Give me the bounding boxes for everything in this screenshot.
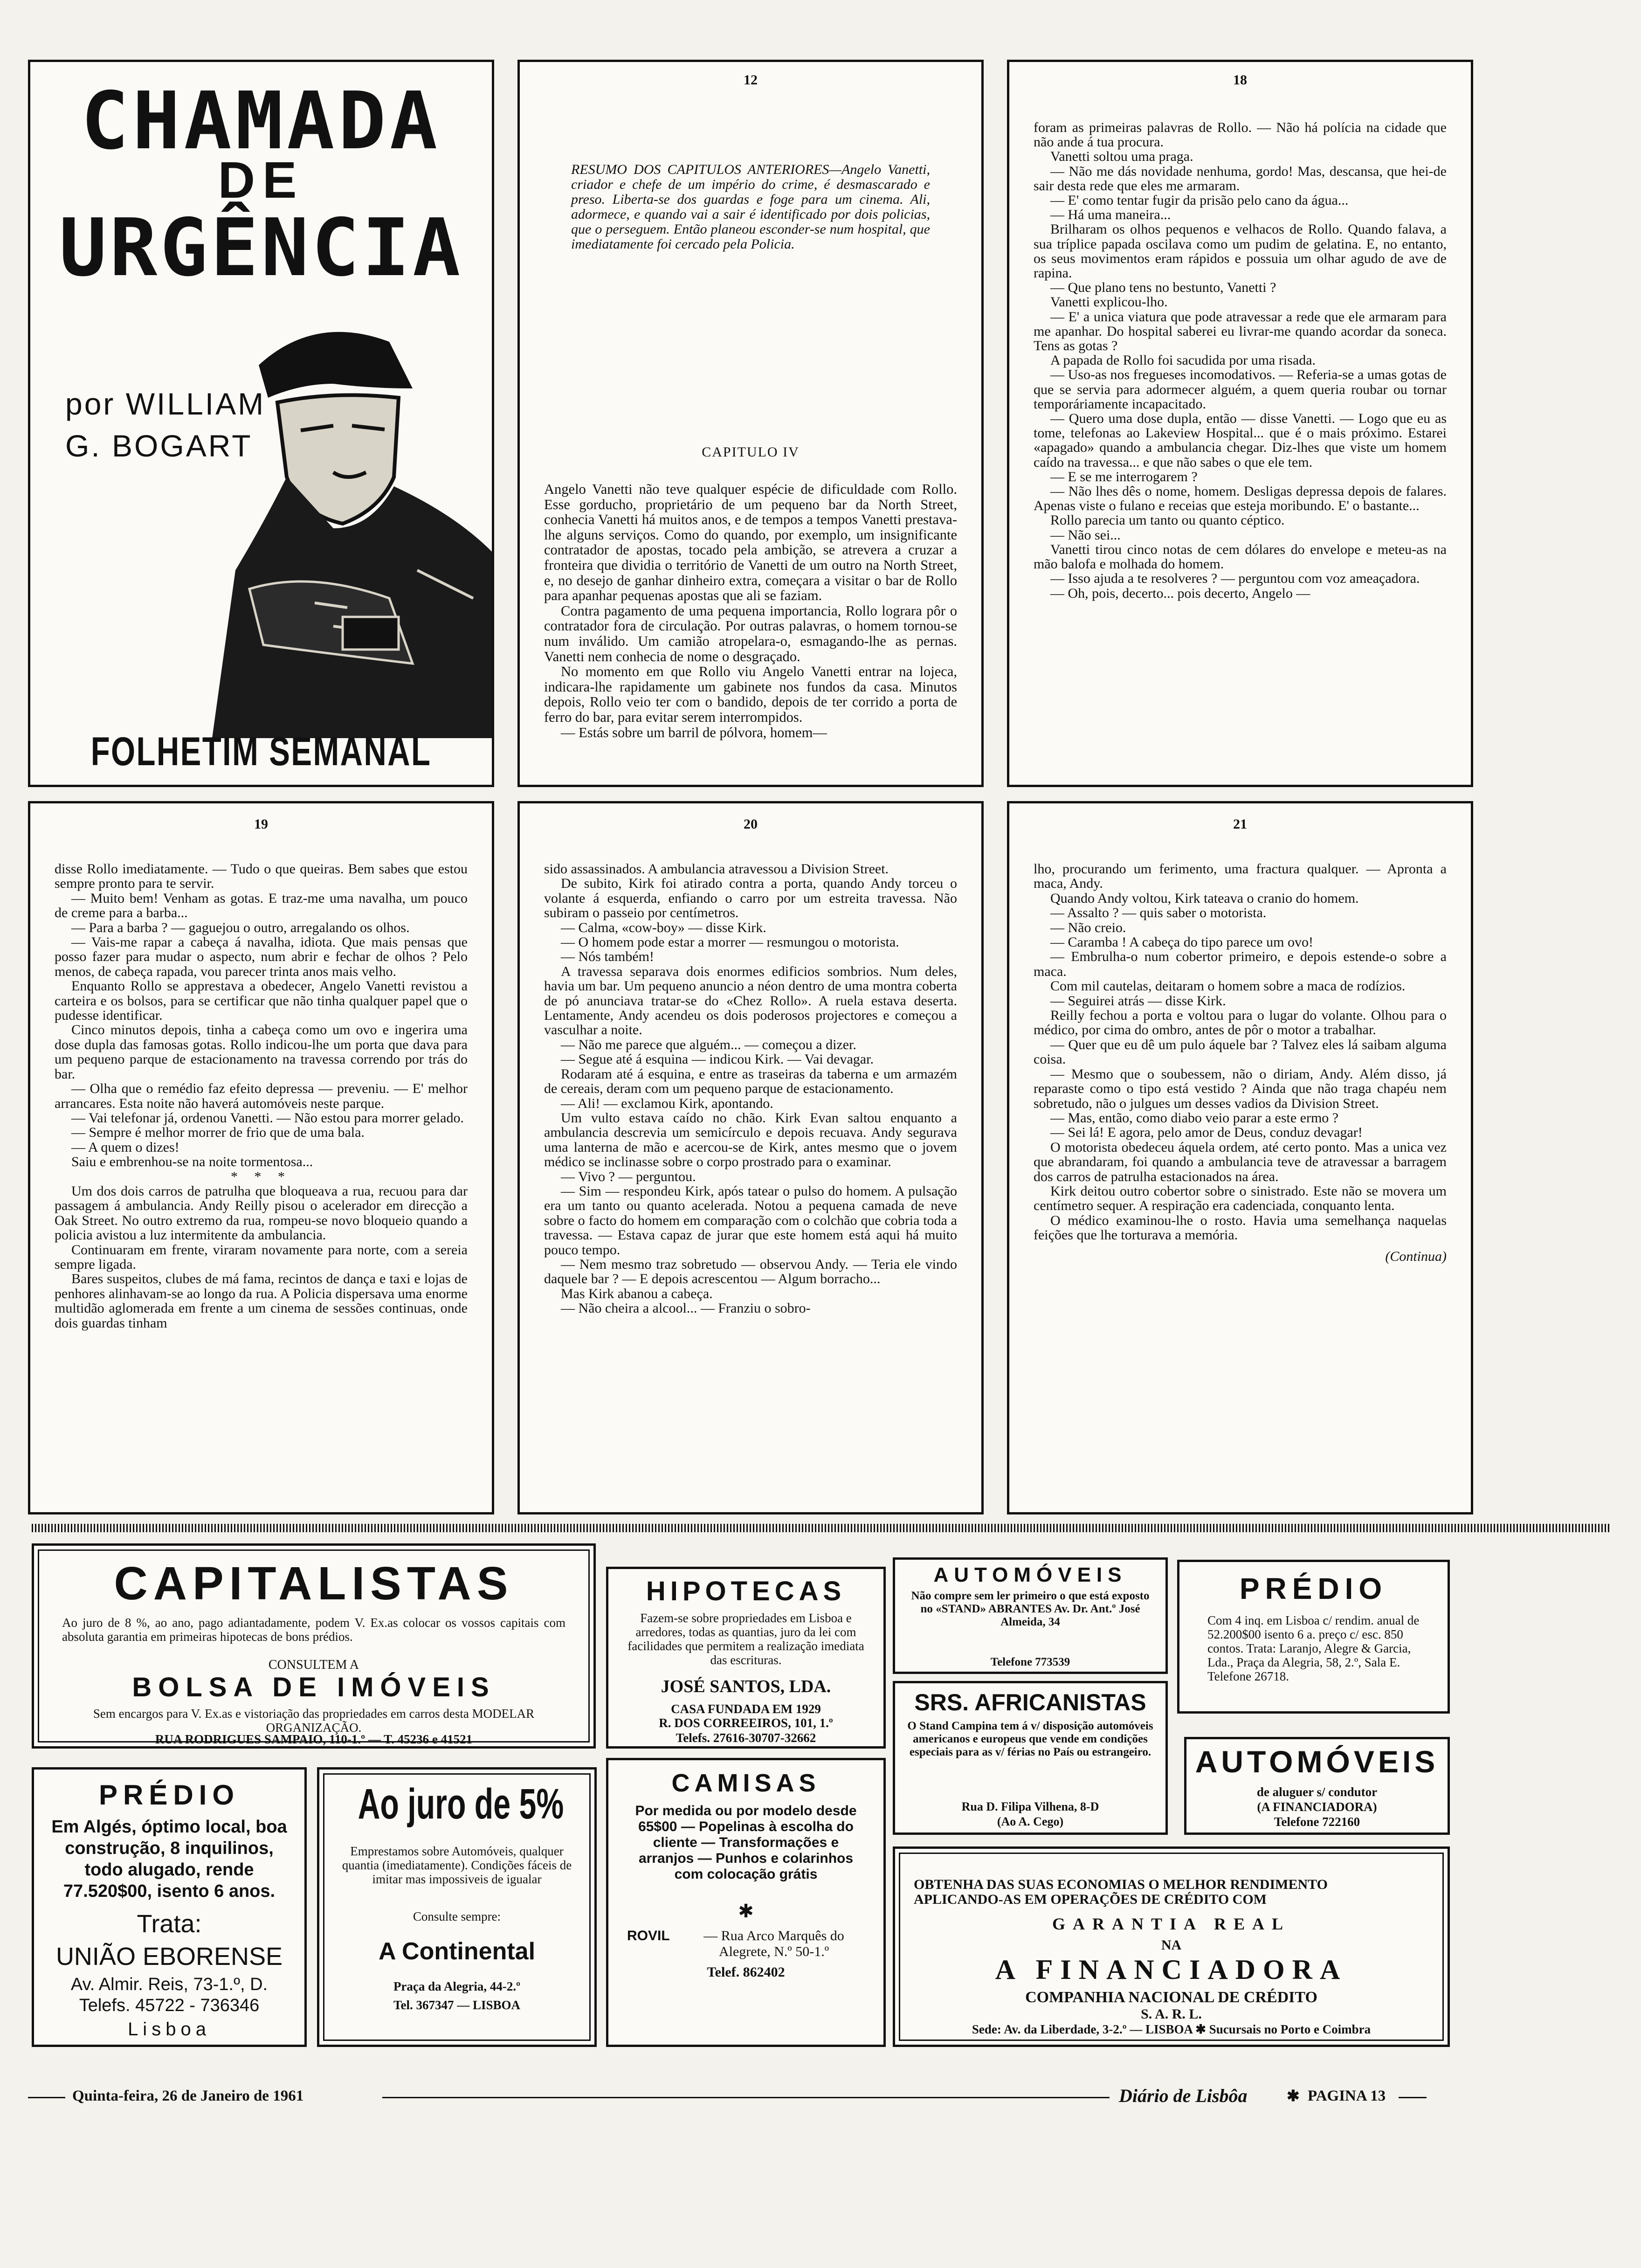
paragraph: Rodaram até á esquina, e entre as traseiras da taberna e um armazém de cereais, deram com um pequeno parque de estacionamento. [544, 1066, 957, 1097]
paragraph: — Uso-as nos fregueses incomodativos. — Referia-se a umas gotas de que se servia para adormecer alguém, a quem queria roubar ou tornar temporáriamente incapacitado. [1034, 367, 1447, 412]
ad-address: Sede: Av. da Liberdade, 3-2.º — LISBOA ✱ Sucursais no Porto e Coimbra [972, 2022, 1371, 2036]
ad-phone: Telef. 862402 [707, 1964, 785, 1980]
paragraph: — Não creio. [1050, 920, 1126, 935]
ad-hipotecas [606, 1567, 886, 1749]
paragraph: No momento em que Rollo viu Angelo Vanetti entrar na lojeca, indicara-lhe rapidamente um gabinete nos fundos da casa. Minutos depois, Rollo veio ter com o bandido, depois de ter corrido a porta de ferro do bar, para evitar serem interrompidos. [544, 664, 957, 725]
paragraph: Contra pagamento de uma pequena importancia, Rollo lograra pôr o contratador fora de circulação. Por outras palavras, o homem tornou-se num inválido. Um camião atropelara-o, esmagando-lhe as pernas. Vanetti nem conhecia de nome o desgraçado. [544, 602, 957, 664]
paragraph: Brilharam os olhos pequenos e velhacos de Rollo. Quando falava, a sua tríplice papada oscilava como um pudim de gelatina. E, no entanto, os seus movimentos eram rápidos e possuia um olhar agudo de ave de rapina. [1034, 221, 1447, 281]
ad-continental [317, 1767, 597, 2047]
paragraph: De subito, Kirk foi atirado contra a porta, quando Andy torceu o volante á esquerda, enfiando o carro por um estreita travessa. Não subiram o passeio por centímetros. [544, 876, 957, 921]
ad-text: Em Algés, óptimo local, boa construção, 8 inquilinos, todo alugado, rende 77.520$00, isento 6 anos. [51, 1817, 287, 1901]
chapter-summary: RESUMO DOS CAPITULOS ANTERIORES—Angelo Vanetti, criador e chefe de um império do crime, é desmascarado e preso. Liberta-se dos guardas e foge para um cinema. Ali, adormece, e quando vai a sair é identificado por dois policias, que o perseguem. Então planeou esconder-se num hospital, que imediatamente foi cercado pela Policia. [571, 162, 930, 252]
ad-title: CAMISAS [671, 1769, 820, 1797]
ad-title: PRÉDIO [1239, 1572, 1388, 1605]
paragraph: — E' como tentar fugir da prisão pelo cano da água... [1050, 193, 1349, 208]
paragraph: sido assassinados. A ambulancia atravessou a Division Street. [544, 861, 889, 877]
ad-sarl: S. A. R. L. [1141, 2006, 1202, 2022]
paragraph: — Nem mesmo traz sobretudo — observou Andy. — Teria ele vindo daquele bar ? — E depois acrescentou — Algum borracho... [544, 1256, 957, 1287]
paragraph: — Que plano tens no bestunto, Vanetti ? [1050, 280, 1276, 296]
story-column [544, 862, 957, 1316]
paragraph: — Não cheira a alcool... — Franziu o sobro- [561, 1300, 811, 1316]
paragraph: — Segue até á esquina — indicou Kirk. — Vai devagar. [561, 1051, 874, 1067]
ad-subtitle: COMPANHIA NACIONAL DE CRÉDITO [1025, 1989, 1317, 2006]
ad-line1: OBTENHA DAS SUAS ECONOMIAS O MELHOR RENDIMENTO [914, 1877, 1328, 1892]
ad-line2: (A FINANCIADORA) [1257, 1800, 1377, 1814]
story-column [55, 862, 468, 1330]
ad-title: AUTOMÓVEIS [1195, 1744, 1439, 1779]
paragraph: — Caramba ! A cabeça do tipo parece um ovo! [1050, 934, 1313, 950]
paragraph: — Isso ajuda a te resolveres ? — perguntou com voz ameaçadora. [1050, 571, 1420, 587]
paragraph: Bares suspeitos, clubes de má fama, recintos de dança e taxi e lojas de penhores alinhavam-se ao longo da rua. A Policia dispersava uma enorme multidão aglomerada em frente a um cinema de sessões continuas, onde dois guardas tinham [55, 1271, 468, 1331]
paragraph: — Sim — respondeu Kirk, após tatear o pulso do homem. A pulsação era um tanto ou quanto acelerada. Notou a pequena camada de neve sobre o facto do homem em comparação com o colchão que cobria toda a travessa. — Estava capaz de jurar que este homem está aqui há muito pouco tempo. [544, 1183, 957, 1258]
paragraph: Vanetti explicou-lho. [1050, 294, 1168, 310]
story-column [544, 482, 957, 740]
paragraph: Com mil cautelas, deitaram o homem sobre a maca de rodízios. [1050, 978, 1406, 994]
paragraph: — Seguirei atrás — disse Kirk. [1050, 993, 1226, 1009]
story-page-18 [1007, 60, 1473, 787]
paragraph: Mas Kirk abanou a cabeça. [561, 1286, 713, 1301]
paragraph: — Para a barba ? — gaguejou o outro, arregalando os olhos. [71, 920, 410, 935]
ad-automoveis-aluguer [1184, 1737, 1450, 1835]
paragraph: — A quem o dizes! [71, 1139, 179, 1155]
paragraph: Reilly fechou a porta e voltou para o lugar do volante. Olhou para o médico, por cima do ombro, antes de pôr o motor a trabalhar. [1034, 1008, 1447, 1038]
page-number: 21 [1233, 816, 1247, 832]
paragraph: Um dos dois carros de patrulha que bloqueava a rua, recuou para dar passagem á ambulancia. Andy Reilly pisou o acelerador em direcção a Oak Street. No outro extremo da rua, rompeu-se novo bloqueio quando a policia avistou a luz intermitente da ambulancia. [55, 1183, 468, 1243]
title-panel [28, 60, 494, 787]
ad-company: A Continental [378, 1938, 536, 1965]
paragraph: — Mas, então, como diabo veio parar a este ermo ? [1050, 1110, 1339, 1126]
paragraph: lho, procurando um ferimento, uma fractura qualquer. — Apronta a maca, Andy. [1034, 861, 1447, 892]
ad-line2: APLICANDO-AS EM OPERAÇÕES DE CRÉDITO COM [914, 1892, 1267, 1907]
ad-text: Emprestamos sobre Automóveis, qualquer quantia (imediatamente). Condições fáceis de imitar mas impossiveis de igualar [342, 1844, 572, 1886]
ad-predio-lisboa [1177, 1560, 1450, 1714]
paragraph: — Há uma maneira... [1050, 207, 1171, 223]
story-page-20 [517, 801, 984, 1514]
ad-phones: Telefs. 27616-30707-32662 [676, 1731, 816, 1745]
newspaper-credit [30, 785, 492, 787]
paragraph: — Calma, «cow-boy» — disse Kirk. [561, 920, 766, 935]
ad-phone: Telefone 773539 [990, 1656, 1070, 1668]
ad-address: R. DOS CORREEIROS, 101, 1.º [659, 1716, 833, 1730]
paragraph: — E se me interrogarem ? [1050, 469, 1198, 484]
ad-title: HIPOTECAS [646, 1576, 846, 1606]
paragraph: Kirk deitou outro cobertor sobre o sinistrado. Este não se movera um centímetro sequer. A respiração era cadenciada, conquanto lenta. [1034, 1183, 1447, 1214]
ad-title: PRÉDIO [98, 1779, 240, 1811]
story-page-12 [517, 60, 984, 787]
paragraph: — Vai telefonar já, ordenou Vanetti. — Não estou para morrer gelado. [71, 1110, 464, 1126]
title-line1: CHAMADA [81, 75, 441, 167]
ad-address: Av. Almir. Reis, 73-1.º, D. [70, 1975, 268, 1994]
paragraph: — Não lhes dês o nome, homem. Desligas depressa depois de falares. Apenas viste o fulano e receias que esteja moribundo. E' o bastante... [1034, 484, 1447, 514]
ad-company: UNIÃO EBORENSE [55, 1943, 283, 1971]
asterisk-icon: ✱ [1287, 2088, 1300, 2105]
paragraph: — Assalto ? — quis saber o motorista. [1050, 905, 1267, 921]
ad-financiadora [893, 1846, 1450, 2047]
chapter-heading: CAPITULO IV [702, 444, 800, 460]
section-break: * * * [231, 1169, 291, 1184]
footer-rule [382, 2097, 1110, 2098]
paragraph: Um vulto estava caído no chão. Kirk Evan saltou enquanto a ambulancia descrevia um semicírculo e depois recuava. Andy segurava uma lanterna de mão e acercou-se de Kirk, antes mesmo que o jovem médico se inclinasse sobre o corpo prostrado para o examinar. [544, 1110, 957, 1170]
ad-capitalistas [32, 1543, 596, 1749]
newspaper-name [91, 785, 474, 787]
paragraph: Continuaram em frente, viraram novamente para norte, com a sereia sempre ligada. [55, 1242, 468, 1272]
ad-bolsa: BOLSA DE IMÓVEIS [132, 1672, 496, 1702]
title-line2: DE [218, 152, 304, 209]
ad-title: SRS. AFRICANISTAS [914, 1689, 1146, 1715]
ad-title: CAPITALISTAS [114, 1557, 514, 1610]
paragraph: A papada de Rollo foi sacudida por uma risada. [1050, 353, 1316, 368]
story-column [1034, 120, 1447, 601]
paragraph: — Mesmo que o soubessem, não o diriam, Andy. Além disso, já reparaste como o tipo está vestido ? Ainda que não traga chapéu nem sobretudo, não o julgues um desses vadios da Division Street. [1034, 1066, 1447, 1111]
paragraph: — Nós também! [561, 949, 654, 965]
ad-note: (Ao A. Cego) [997, 1815, 1064, 1828]
page-number: 12 [744, 72, 758, 88]
ad-phone: Tel. 367347 — LISBOA [393, 1998, 521, 2012]
ad-text: Não compre sem ler primeiro o que está exposto no «STAND» ABRANTES Av. Dr. Ant.º José Almeida, 34 [911, 1590, 1150, 1628]
ad-address: Praça da Alegria, 44-2.º [393, 1979, 521, 1993]
paragraph: — E' a unica viatura que pode atravessar a rede que ele armaram para me apanhar. Do hospital saberei eu livrar-me quando acordar da soneca. Tens as gotas ? [1034, 309, 1447, 354]
footer-newspaper: Diário de Lisbôa [1119, 2085, 1248, 2106]
continua-note: (Continua) [1385, 1248, 1447, 1264]
paragraph: O médico examinou-lhe o rosto. Havia uma semelhança naquelas feições que lhe torturava a memória. [1034, 1212, 1447, 1243]
ad-company: A FINANCIADORA [995, 1954, 1348, 1985]
ad-text: Fazem-se sobre propriedades em Lisboa e arredores, todas as quantias, juro da lei com facilidades que permitem a realização imediata das escrituras. [627, 1611, 864, 1667]
paragraph: Saiu e embrenhou-se na noite tormentosa... [71, 1154, 313, 1170]
page-number: 19 [254, 816, 268, 832]
paragraph: — Vais-me rapar a cabeça á navalha, idiota. Que mais pensas que posso fazer para mudar o aspecto, num abrir e fechar de olhos ? Pelo menos, de cabeça rapada, vou parecer trinta anos mais velho. [55, 934, 468, 979]
paragraph: disse Rollo imediatamente. — Tudo o que queiras. Bem sabes que estou sempre pronto para te servir. [55, 861, 468, 892]
ad-company: ROVIL [627, 1928, 670, 1943]
section-divider [32, 1524, 1609, 1532]
ad-company: JOSÉ SANTOS, LDA. [661, 1677, 831, 1696]
paragraph: Rollo parecia um tanto ou quanto céptico. [1050, 512, 1285, 528]
ad-address: RUA RODRIGUES SAMPAIO, 110-1.º — T. 45236 e 41521 [155, 1732, 473, 1746]
ad-trata: Trata: [137, 1910, 202, 1938]
ad-na: NA [1161, 1937, 1182, 1953]
story-column [1034, 862, 1447, 1264]
paragraph: — Quer que eu dê um pulo áquele bar ? Talvez eles lá saibam alguma coisa. [1034, 1037, 1447, 1067]
paragraph: — Quero uma dose dupla, então — disse Vanetti. — Logo que eu as tome, telefonas ao Lakeview Hospital... que é o mais próximo. Estarei «apagado» quando a ambulancia chegar. Diz-lhes que viste um homem caído na travessa... e que não sabes o que ele tem. [1034, 411, 1447, 470]
paragraph: Angelo Vanetti não teve qualquer espécie de dificuldade com Rollo. Esse gorducho, proprietário de um pequeno bar da North Street, conhecia Vanetti há muitos anos, e de tempos a tempos Vanetti prestava-lhe alguns serviços. Como do quando, por exemplo, um insignificante contratador de apostas, tocado pela ambição, se atrevera a cruzar a fronteira que dividia o território de Vanetti de um outro na North Street, e, no desejo de ganhar dinheiro extra, começara a visitar o bar de Rollo para apanhar pequenas apostas que ali se faziam. [544, 481, 957, 604]
title-line3: URGÊNCIA [59, 202, 463, 294]
ad-consultem: CONSULTEM A [268, 1658, 359, 1672]
author-line1: por WILLIAM [65, 387, 266, 421]
paragraph: — Estás sobre um barril de pólvora, homem— [561, 724, 827, 740]
ad-founded: CASA FUNDADA EM 1929 [671, 1702, 821, 1716]
paragraph: — Embrulha-o num cobertor primeiro, e depois estende-o sobre a maca. [1034, 949, 1447, 979]
paragraph: — Oh, pois, decerto... pois decerto, Angelo — [1050, 585, 1310, 601]
ad-predio-alges [32, 1767, 307, 2047]
paragraph: — Sei lá! E agora, pelo amor de Deus, conduz devagar! [1050, 1125, 1363, 1141]
ad-garantia: GARANTIA REAL [1052, 1915, 1291, 1933]
ad-address: Rua D. Filipa Vilhena, 8-D [961, 1800, 1099, 1813]
paragraph: — Ali! — exclamou Kirk, apontando. [561, 1095, 773, 1111]
story-page-21 [1007, 801, 1473, 1514]
footer-rule [1399, 2097, 1427, 2098]
illustration-man-in-cap [193, 309, 492, 738]
ad-address: — Rua Arco Marquês do Alegrete, N.º 50-1.º [703, 1928, 844, 1959]
ad-text: Ao juro de 8 %, ao ano, pago adiantadamente, podem V. Ex.as colocar os vossos capitais com absoluta garantia em primeiras hipotecas de bons prédios. [62, 1616, 565, 1644]
ad-consulte: Consulte sempre: [413, 1909, 501, 1923]
footer-page: PAGINA 13 [1308, 2088, 1386, 2104]
ad-africanistas [893, 1681, 1168, 1835]
paragraph: foram as primeiras palavras de Rollo. — Não há polícia na cidade que não ande á tua procura. [1034, 120, 1447, 150]
paragraph: O motorista obedeceu áquela ordem, até certo ponto. Mas a unica vez que abrandaram, foi quando a ambulancia teve de atravessar a barragem dos carros de patrulha estacionados na área. [1034, 1139, 1447, 1184]
ad-automoveis-stand [893, 1557, 1168, 1674]
folhetim-heading: FOLHETIM SEMANAL [90, 729, 432, 774]
page-number: 20 [744, 816, 758, 832]
paragraph: Vanetti tirou cinco notas de cem dólares do envelope e meteu-as na mão balofa e molhada do homem. [1034, 541, 1447, 572]
paragraph: Cinco minutos depois, tinha a cabeça como um ovo e ingerira uma dose dupla das famosas gotas. Rollo indicou-lhe um porta que dava para um pequeno parque de estacionamento na travessa correndo por trás do bar. [55, 1022, 468, 1082]
page-number: 18 [1233, 72, 1247, 88]
asterisk-icon: ✱ [738, 1901, 754, 1922]
paragraph: — Vivo ? — perguntou. [561, 1169, 696, 1184]
ad-title: AUTOMÓVEIS [933, 1563, 1127, 1586]
paragraph: — Não sei... [1050, 527, 1121, 543]
author-line2: G. BOGART [65, 429, 253, 463]
ad-title: Ao juro de 5% [358, 1780, 564, 1828]
ad-phones: Telefs. 45722 - 736346 [79, 1996, 260, 2015]
paragraph: — O homem pode estar a morrer — resmungou o motorista. [561, 934, 899, 950]
paragraph: — Muito bem! Venham as gotas. E traz-me uma navalha, um pouco de creme para a barba... [55, 890, 468, 921]
paragraph: Vanetti soltou uma praga. [1050, 149, 1193, 165]
paragraph: — Não me dás novidade nenhuma, gordo! Mas, descansa, que hei-de sair desta rede que eles me armaram. [1034, 163, 1447, 194]
paragraph: — Olha que o remédio faz efeito depressa — preveniu. — E' melhor arrancares. Esta noite não haverá automóveis neste parque. [55, 1081, 468, 1111]
paragraph: Enquanto Rollo se apprestava a obedecer, Angelo Vanetti revistou a carteira e os bolsos, para se certificar que não tinha qualquer papel que o pudesse identificar. [55, 978, 468, 1023]
paragraph: Quando Andy voltou, Kirk tateava o cranio do homem. [1050, 890, 1359, 906]
ad-text: Por medida ou por modelo desde 65$00 — Popelinas à escolha do cliente — Transformações e arranjos — Punhos e colarinhos com colocação grátis [635, 1803, 857, 1882]
paragraph: A travessa separava dois enormes edificios sombrios. Num deles, havia um bar. Um pequeno anuncio a néon dentro de uma montra coberta de pó anunciava tratar-se do «Chez Rollo». A ruela estava deserta. Lentamente, Andy acendeu os dois poderosos projectores e começou a vasculhar a noite. [544, 963, 957, 1038]
ad-text: Com 4 inq. em Lisboa c/ rendim. anual de 52.200$00 isento 6 a. preço c/ esc. 850 contos. Trata: Laranjo, Alegre & Garcia, Lda., Praça da Alegria, 58, 2.º, Sala E. Telefone 26718. [1207, 1613, 1420, 1683]
ad-phone: Telefone 722160 [1274, 1815, 1360, 1829]
ad-camisas [606, 1758, 886, 2047]
footer-rule [28, 2097, 65, 2098]
footer-date: Quinta-feira, 26 de Janeiro de 1961 [72, 2088, 304, 2104]
ad-line1: de aluguer s/ condutor [1256, 1785, 1378, 1799]
ad-sem-encargos: Sem encargos para V. Ex.as e vistoriação das propriedades em carros desta MODELAR ORGANIZAÇÃO. [93, 1707, 535, 1735]
page-footer [28, 2087, 1613, 2110]
paragraph: — Não me parece que alguém... — começou a dizer. [561, 1037, 856, 1052]
ad-text: O Stand Campina tem á v/ disposição automóveis americanos e europeus que vende em condições especiais para as v/ férias no País ou estrangeiro. [907, 1720, 1153, 1758]
story-page-19 [28, 801, 494, 1514]
ad-city: Lisboa [128, 2019, 211, 2040]
paragraph: — Sempre é melhor morrer de frio que de uma bala. [71, 1125, 365, 1141]
